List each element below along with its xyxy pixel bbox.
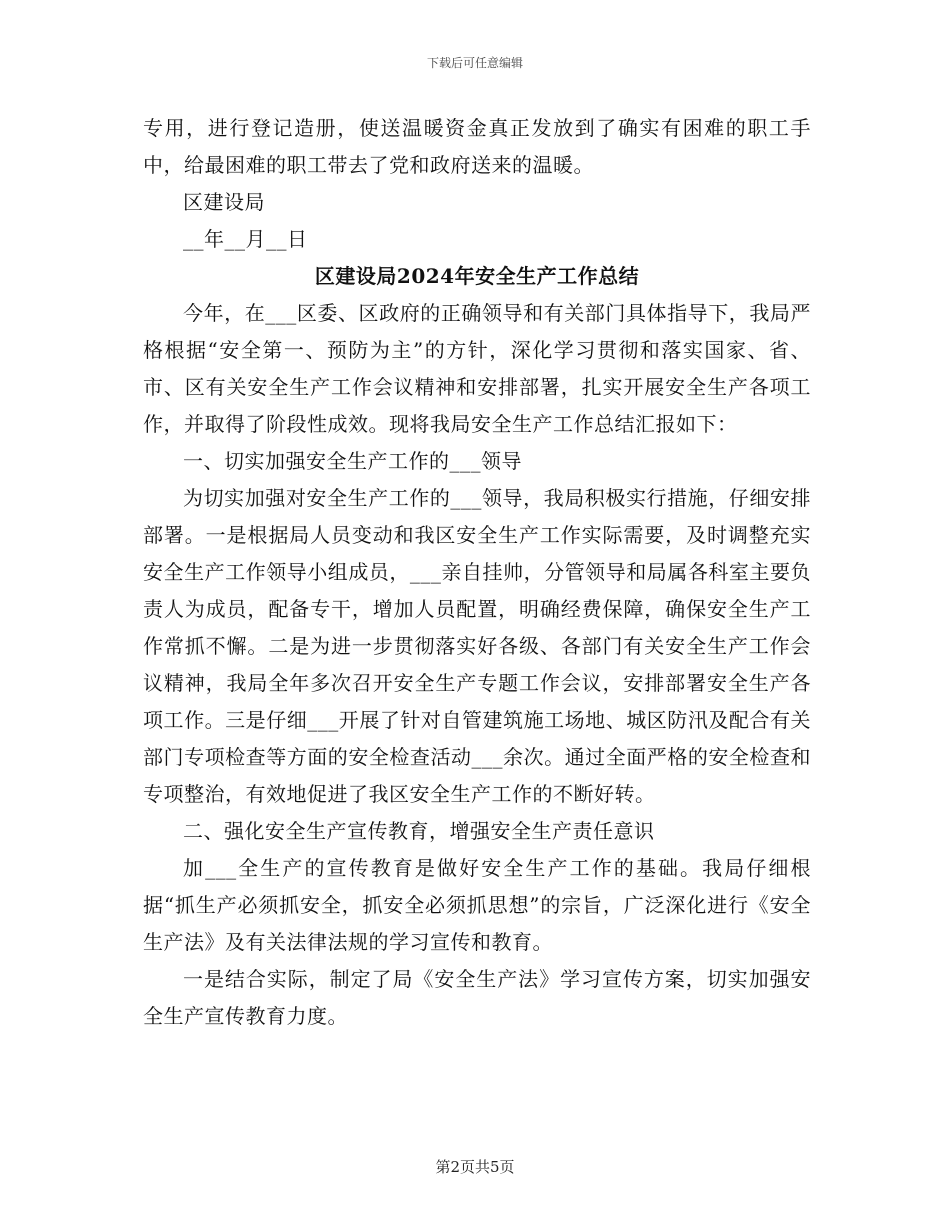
paragraph-intro: 今年，在___区委、区政府的正确领导和有关部门具体指导下，我局严格根据“安全第一、预防为主”的方针，深化学习贯彻和落实国家、省、市、区有关安全生产工作会议精神和安排部署，扎实开展安全生产各项工作，并取得了阶段性成效。现将我局安全生产工作总结汇报如下： [143, 301, 811, 436]
page-number: 第2页共5页 [435, 1158, 515, 1176]
section-heading-2: 二、强化安全生产宣传教育，增强安全生产责任意识 [183, 819, 655, 843]
document-title: 区建设局2024年安全生产工作总结 [314, 264, 640, 288]
header-note: 下载后可任意编辑 [426, 56, 523, 70]
signature-date: __年__月__日 [183, 227, 308, 251]
paragraph-section-1: 为切实加强对安全生产工作的___领导，我局积极实行措施，仔细安排部署。一是根据局人员变动和我区安全生产工作实际需要，及时调整充实安全生产工作领导小组成员，___亲自挂帅，分管领导和局属各科室主要负责人为成员，配备专干，增加人员配置，明确经费保障，确保安全生产工作常抓不懈。二是为进一步贯彻落实好各级、各部门有关安全生产工作会议精神，我局全年多次召开安全生产专题工作会议，安排部署安全生产各项工作。三是仔细___开展了针对自管建筑施工场地、城区防汛及配合有关部门专项检查等方面的安全检查活动___余次。通过全面严格的安全检查和专项整治，有效地促进了我区安全生产工作的不断好转。 [143, 486, 811, 806]
paragraph-continuation: 专用，进行登记造册，使送温暖资金真正发放到了确实有困难的职工手中，给最困难的职工带去了党和政府送来的温暖。 [143, 116, 811, 177]
signature-org: 区建设局 [183, 190, 265, 214]
document-body [143, 110, 811, 1035]
paragraph-section-2-item-1: 一是结合实际，制定了局《安全生产法》学习宣传方案，切实加强安全生产宣传教育力度。 [143, 967, 811, 1028]
section-heading-1: 一、切实加强安全生产工作的___领导 [183, 449, 522, 473]
paragraph-section-2: 加___全生产的宣传教育是做好安全生产工作的基础。我局仔细根据“抓生产必须抓安全，抓安全必须抓思想”的宗旨，广泛深化进行《安全生产法》及有关法律法规的学习宣传和教育。 [143, 856, 811, 954]
